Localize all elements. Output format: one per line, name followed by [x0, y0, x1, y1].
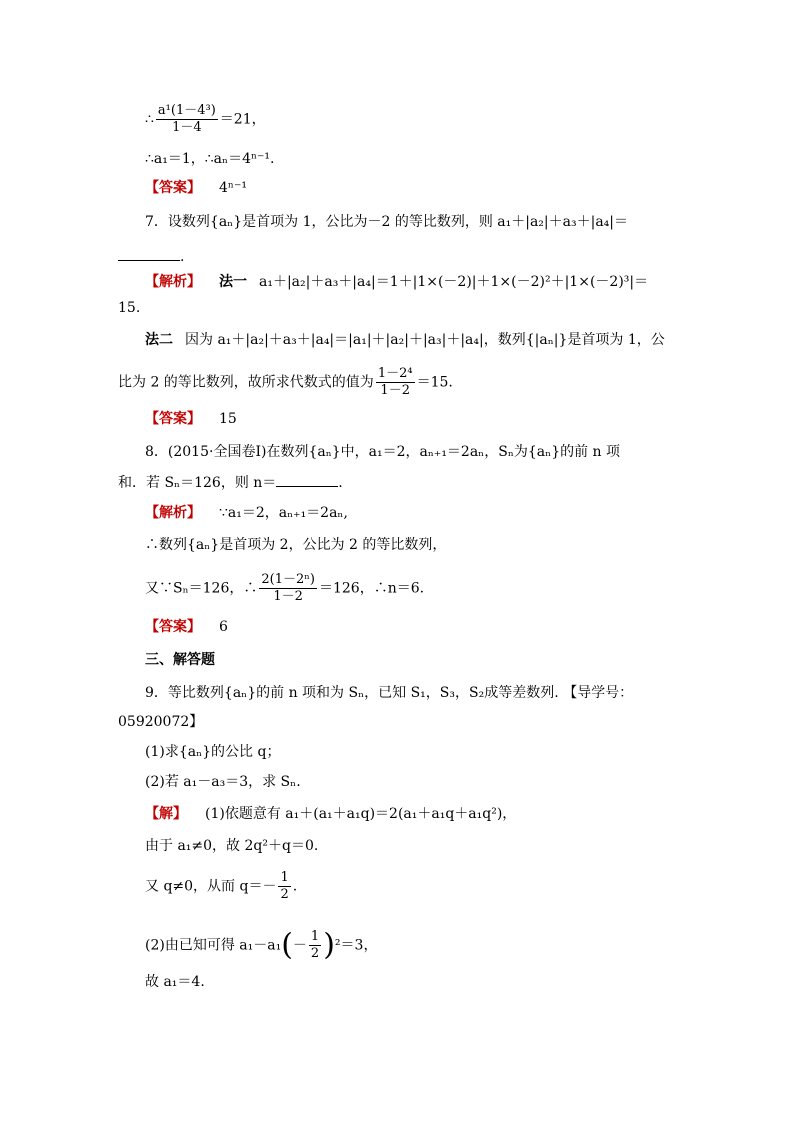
solve-tag: 【解】 [145, 806, 187, 822]
answer-value: 6 [219, 619, 228, 635]
question-9-text: 9．等比数列{aₙ}的前 n 项和为 Sₙ，已知 S₁，S₃，S₂成等差数列. 【导学号： [145, 685, 634, 701]
analysis-3-pre: 又∵Sₙ＝126，∴ [145, 580, 258, 597]
period: . [338, 475, 343, 491]
fraction [156, 103, 218, 136]
method1-text: a₁＋|a₂|＋a₃＋|a₄|＝1＋|1×(－2)|＋1×(－2)²＋|1×(－2)³|＝ [259, 274, 649, 290]
fraction-numerator: 2(1－2ⁿ) [261, 572, 315, 587]
answer-tag: 【答案】 [145, 411, 201, 427]
solution-3-post: . [292, 878, 298, 895]
answer-value: 4ⁿ⁻¹ [219, 180, 247, 196]
solution-text: (1)依题意有 a₁＋(a₁＋a₁q)＝2(a₁＋a₁q＋a₁q²)， [205, 806, 517, 822]
question-9-solution-3 [145, 870, 297, 903]
question-7-answer [145, 409, 237, 429]
question-9-ref: 05920072】 [118, 714, 204, 730]
question-9-solution-4 [145, 929, 377, 962]
question-8-text-pre: 和．若 Sₙ＝126，则 n＝ [118, 475, 277, 491]
fraction-numerator: 1 [280, 870, 289, 885]
question-7-method1-cont: 15. [118, 300, 141, 316]
fraction [278, 870, 290, 903]
answer-tag: 【答案】 [145, 180, 201, 196]
method2-label: 法二 [145, 332, 173, 348]
question-7-blank-line [118, 246, 184, 267]
fraction-denominator: 2 [310, 946, 320, 961]
question-8-text-cont [118, 472, 343, 493]
analysis-3-post: ＝126，∴n＝6. [318, 580, 425, 597]
question-9-solution-1 [145, 804, 516, 824]
fraction-denominator: 1－2 [376, 382, 415, 399]
left-paren: ( [281, 927, 293, 963]
fraction-numerator: a¹(1－4³) [157, 103, 216, 118]
question-7-method2-cont [118, 366, 453, 399]
answer-value: 15 [219, 411, 237, 427]
therefore-symbol: ∴ [145, 111, 154, 128]
method2-result: ＝15. [416, 374, 453, 391]
question-8-text: 8．(2015·全国卷Ⅰ)在数列{aₙ}中，a₁＝2，aₙ₊₁＝2aₙ，Sₙ为{aₙ}的前 n 项 [145, 444, 621, 460]
result-line: ∴a₁＝1，∴aₙ＝4ⁿ⁻¹. [145, 151, 275, 167]
fraction-denominator: 1－2 [259, 588, 317, 605]
question-7-text: 7．设数列{aₙ}是首项为 1，公比为－2 的等比数列，则 a₁＋|a₂|＋a₃＋|a₄|＝ [145, 214, 628, 230]
equation-line [145, 103, 266, 136]
solution-4-pre: (2)由已知可得 a₁－a₁ [145, 937, 282, 954]
question-9-solution-2: 由于 a₁≠0，故 2q²＋q＝0. [145, 838, 319, 854]
fraction-numerator: 1 [310, 929, 320, 944]
question-8-analysis-3 [145, 572, 424, 605]
fraction [259, 572, 317, 605]
period: . [180, 249, 185, 265]
analysis-text: ∵a₁＝2，aₙ₊₁＝2aₙ, [219, 505, 348, 521]
question-9-part1: (1)求{aₙ}的公比 q； [145, 744, 281, 760]
question-8-analysis-2: ∴数列{aₙ}是首项为 2，公比为 2 的等比数列， [145, 537, 447, 553]
right-paren: ) [323, 927, 335, 963]
solution-3-pre: 又 q≠0，从而 q＝－ [145, 878, 277, 895]
method1-label: 法一 [219, 274, 247, 290]
fraction-denominator: 1－4 [156, 119, 218, 136]
fraction-denominator: 2 [280, 887, 289, 902]
question-9-solution-5: 故 a₁＝4. [145, 974, 205, 990]
section-heading: 三、解答题 [145, 652, 215, 668]
question-8-answer [145, 617, 228, 637]
fraction [309, 929, 321, 962]
solution-4-post: ²＝3， [334, 937, 378, 954]
analysis-tag: 【解析】 [145, 274, 201, 290]
equation-rhs: ＝21， [219, 111, 266, 128]
analysis-tag: 【解析】 [145, 505, 201, 521]
question-9-part2: (2)若 a₁－a₃＝3，求 Sₙ. [145, 774, 301, 790]
fraction-numerator: 1－2⁴ [377, 366, 413, 381]
question-7-method1 [145, 272, 648, 292]
question-7-method2 [145, 330, 665, 350]
answer-blank [276, 472, 338, 487]
answer-blank [118, 246, 180, 261]
question-8-analysis [145, 503, 348, 523]
fraction [376, 366, 415, 399]
minus-sign: － [292, 937, 307, 954]
method2-cont-text: 比为 2 的等比数列，故所求代数式的值为 [118, 374, 374, 391]
answer-tag: 【答案】 [145, 619, 201, 635]
method2-text: 因为 a₁＋|a₂|＋a₃＋|a₄|＝|a₁|＋|a₂|＋|a₃|＋|a₄|，数列{|aₙ|}是首项为 1，公 [185, 332, 665, 348]
answer-line [145, 178, 247, 198]
